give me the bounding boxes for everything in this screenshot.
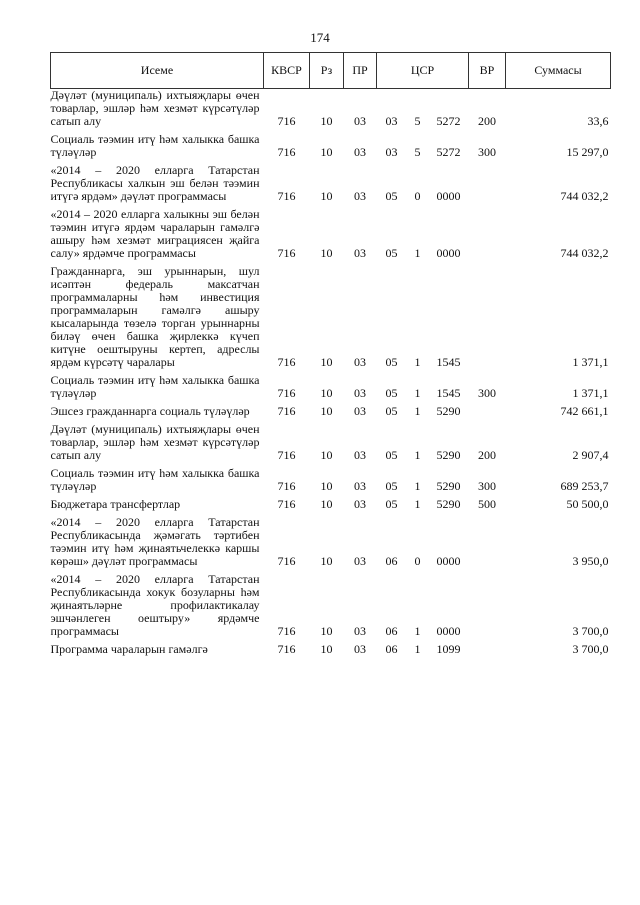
cell-vr: 300 [478,145,497,159]
cell-vr: 300 [478,386,497,400]
cell-vr [469,516,506,568]
cell-csr-subprogram: 1 [414,386,421,400]
header-csr: ЦСР [377,53,469,89]
table-row [51,643,611,656]
cell-name: «2014 – 2020 елларга халыкны эш белән тәэмин итүгә ярдәм чараларын гамәлгә ашыру һәм хезмәт миграциясен җайга салу» ярдәмче программасы [50,207,260,260]
cell-name: «2014 – 2020 елларга Татарстан Республикасында җәмәгать тәртибен тәэмин итү һәм җинаятьчелеккә каршы көрәш» дәүләт программасы [50,515,260,568]
cell-csr-code: 5290 [436,404,461,418]
cell-pr: 03 [354,642,366,656]
table-body [51,89,611,657]
cell-kvsr: 716 [277,386,296,400]
cell-pr: 03 [354,386,366,400]
cell-vr [469,208,506,260]
cell-pr: 03 [354,448,366,462]
cell-rz: 10 [320,355,333,369]
cell-rz: 10 [320,642,333,656]
header-pr: ПР [344,53,377,89]
cell-csr-code: 1099 [436,642,461,656]
cell-csr-code: 1545 [436,355,461,369]
cell-rz: 10 [320,497,333,511]
cell-kvsr: 716 [277,497,296,511]
table-row [51,374,611,400]
cell-csr-program: 05 [385,386,398,400]
cell-kvsr: 716 [277,642,296,656]
cell-csr-code: 0000 [436,554,461,568]
table-row [51,467,611,493]
cell-sum: 3 700,0 [572,642,609,656]
table-header [51,53,611,89]
cell-pr: 03 [354,355,366,369]
table-row [51,164,611,203]
cell-name: Гражданнарга, эш урыннарын, шул исәптән федераль максатчан программаларны һәм инвестиция программаларын гамәлгә ашыру кысаларында төзелә торган урыннарны билəү өчен башка җирлеккә күчеп китүне оештыруны кертеп, адреслы ярдәм күрсәтү чаралары [50,264,260,369]
cell-csr-code: 0000 [436,246,461,260]
cell-rz: 10 [320,386,333,400]
cell-vr [469,265,506,369]
cell-csr-program: 05 [385,404,398,418]
cell-rz: 10 [320,448,333,462]
cell-pr: 03 [354,189,366,203]
cell-name: Дәүләт (муниципаль) ихтыяҗлары өчен товарлар, эшләр һәм хезмәт күрсәтүләр сатып алу [50,422,260,462]
cell-kvsr: 716 [277,554,296,568]
cell-kvsr: 716 [277,145,296,159]
cell-pr: 03 [354,497,366,511]
cell-rz: 10 [320,404,333,418]
cell-name: Социаль тәэмин итү һәм халыкка башка түләүләр [50,373,260,400]
cell-vr: 300 [478,479,497,493]
table-row [51,405,611,418]
cell-csr-program: 03 [385,114,398,128]
cell-kvsr: 716 [277,355,296,369]
cell-sum: 1 371,1 [572,355,609,369]
cell-vr: 200 [478,114,497,128]
cell-sum: 50 500,0 [566,497,609,511]
header-vr: ВР [469,53,506,89]
cell-rz: 10 [320,246,333,260]
cell-csr-program: 05 [385,355,398,369]
cell-csr-subprogram: 1 [414,624,421,638]
cell-pr: 03 [354,479,366,493]
cell-csr-subprogram: 5 [414,145,421,159]
cell-kvsr: 716 [277,479,296,493]
cell-name: Эшсез гражданнарга социаль түләүләр [50,404,250,418]
cell-csr-code: 5290 [436,479,461,493]
cell-csr-code: 5272 [436,114,461,128]
cell-pr: 03 [354,114,366,128]
cell-name: Бюджетара трансфертлар [50,497,181,511]
cell-name: Социаль тәэмин итү һәм халыкка башка түләүләр [50,466,260,493]
table-row [51,423,611,462]
cell-csr-subprogram: 0 [414,554,421,568]
cell-csr-code: 5290 [436,448,461,462]
table-row [51,208,611,260]
cell-kvsr: 716 [277,448,296,462]
header-name: Исеме [51,53,264,89]
cell-sum: 33,6 [587,114,609,128]
cell-csr-subprogram: 1 [414,404,421,418]
header-sum: Суммасы [506,53,611,89]
cell-pr: 03 [354,404,366,418]
cell-vr: 200 [478,448,497,462]
cell-csr-subprogram: 1 [414,246,421,260]
cell-name: Дәүләт (муниципаль) ихтыяҗлары өчен товарлар, эшләр һәм хезмәт күрсәтүләр сатып алу [50,88,260,128]
cell-csr-program: 05 [385,479,398,493]
cell-csr-subprogram: 1 [414,355,421,369]
cell-sum: 744 032,2 [560,189,609,203]
cell-csr-code: 0000 [436,624,461,638]
cell-sum: 1 371,1 [572,386,609,400]
cell-csr-subprogram: 0 [414,189,421,203]
cell-kvsr: 716 [277,114,296,128]
cell-csr-subprogram: 1 [414,479,421,493]
cell-rz: 10 [320,624,333,638]
table-row [51,573,611,638]
table-row [51,498,611,511]
cell-csr-code: 5290 [436,497,461,511]
cell-csr-code: 0000 [436,189,461,203]
cell-sum: 689 253,7 [560,479,609,493]
cell-name: Программа чараларын гамәлгә [50,642,208,656]
cell-vr [469,164,506,203]
cell-csr-program: 03 [385,145,398,159]
header-kvsr: КВСР [264,53,310,89]
cell-vr [469,573,506,638]
table-row [51,516,611,568]
cell-csr-program: 05 [385,189,398,203]
cell-sum: 744 032,2 [560,246,609,260]
cell-sum: 742 661,1 [560,404,609,418]
cell-name: Социаль тәэмин итү һәм халыкка башка түләүләр [50,132,260,159]
cell-pr: 03 [354,246,366,260]
cell-rz: 10 [320,189,333,203]
cell-sum: 3 700,0 [572,624,609,638]
cell-csr-program: 05 [385,246,398,260]
cell-csr-subprogram: 1 [414,448,421,462]
cell-vr: 500 [478,497,497,511]
cell-vr [469,643,506,656]
cell-csr-code: 1545 [436,386,461,400]
cell-csr-program: 05 [385,448,398,462]
cell-csr-subprogram: 5 [414,114,421,128]
table-row [51,133,611,159]
cell-vr [469,405,506,418]
cell-csr-subprogram: 1 [414,497,421,511]
cell-rz: 10 [320,145,333,159]
cell-pr: 03 [354,624,366,638]
cell-kvsr: 716 [277,246,296,260]
cell-csr-program: 06 [385,642,398,656]
cell-rz: 10 [320,554,333,568]
cell-csr-subprogram: 1 [414,642,421,656]
cell-name: «2014 – 2020 елларга Татарстан Республикасында хокук бозуларны һәм җинаятьләрне профилактикалау эшчәнлеген оештыру» ярдәмче программасы [50,572,260,638]
cell-rz: 10 [320,114,333,128]
cell-pr: 03 [354,145,366,159]
cell-csr-program: 06 [385,554,398,568]
cell-name: «2014 – 2020 елларга Татарстан Республикасы халкын эш белән тәэмин итүгә ярдәм» дәүләт программасы [50,163,260,203]
cell-csr-code: 5272 [436,145,461,159]
cell-sum: 2 907,4 [572,448,609,462]
table-row [51,265,611,369]
cell-csr-program: 05 [385,497,398,511]
header-rz: Рз [310,53,344,89]
cell-kvsr: 716 [277,189,296,203]
cell-pr: 03 [354,554,366,568]
page-number: 174 [310,30,330,45]
table-row [51,89,611,129]
cell-rz: 10 [320,479,333,493]
cell-sum: 15 297,0 [566,145,609,159]
cell-csr-program: 06 [385,624,398,638]
cell-kvsr: 716 [277,404,296,418]
cell-kvsr: 716 [277,624,296,638]
budget-table [50,52,611,656]
cell-sum: 3 950,0 [572,554,609,568]
